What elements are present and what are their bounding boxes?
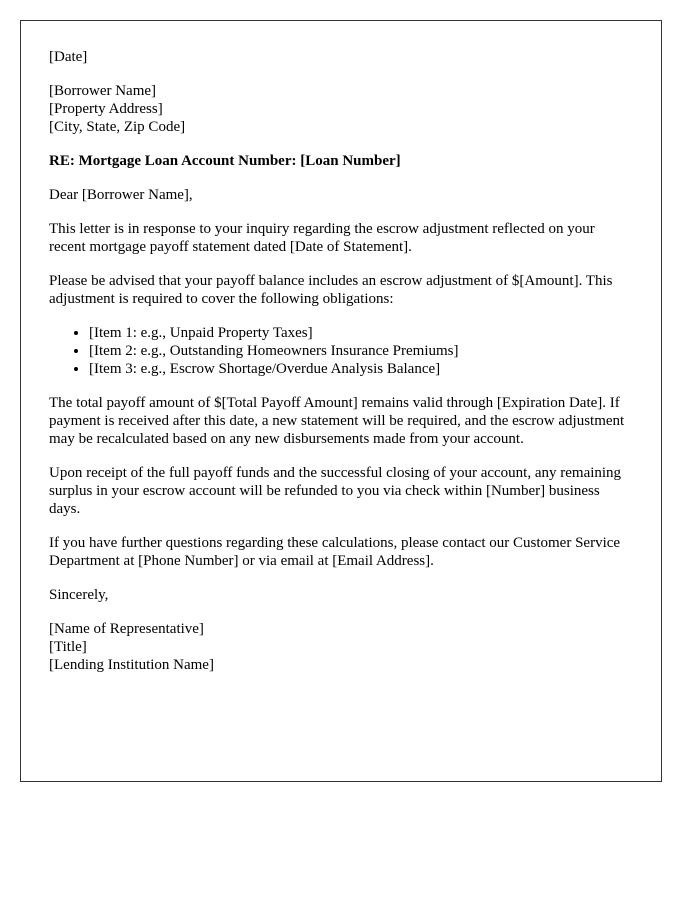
intro-paragraph: This letter is in response to your inquiry regarding the escrow adjustment reflected on your recent mortgage payoff statement dated [Date of Statement].: [49, 221, 595, 255]
recipient-city: [City, State, Zip Code]: [49, 119, 186, 135]
subject-line: RE: Mortgage Loan Account Number: [Loan Number]: [49, 153, 401, 169]
list-item: • [Item 3: e.g., Escrow Shortage/Overdue Analysis Balance]: [89, 360, 632, 378]
recipient-block: [49, 82, 632, 136]
signature-block: [49, 620, 632, 674]
salutation: Dear [Borrower Name],: [49, 187, 193, 203]
list-item: • [Item 2: e.g., Outstanding Homeowners Insurance Premiums]: [89, 342, 632, 360]
list-item: • [Item 1: e.g., Unpaid Property Taxes]: [89, 324, 632, 342]
refund-paragraph: Upon receipt of the full payoff funds and the successful closing of your account, any remaining surplus in your escrow account will be refunded to you via check within [Number] business days.: [49, 465, 622, 517]
closing: Sincerely,: [49, 587, 109, 603]
signature-title: [Title]: [49, 639, 87, 655]
signature-institution: [Lending Institution Name]: [49, 657, 214, 673]
letter: [20, 20, 662, 782]
contact-paragraph: If you have further questions regarding these calculations, please contact our Customer Service Department at [Phone Number] or via email at [Email Address].: [49, 535, 621, 569]
advised-paragraph: Please be advised that your payoff balance includes an escrow adjustment of $[Amount]. This adjustment is required to cover the following obligations:: [49, 273, 613, 307]
signature-name: [Name of Representative]: [49, 621, 204, 637]
recipient-name: [Borrower Name]: [49, 83, 157, 99]
validity-paragraph: The total payoff amount of $[Total Payoff Amount] remains valid through [Expiration Date]. If payment is received after this date, a new statement will be required, and the escrow adjustment may be recalculated based on any new disbursements made from your account.: [49, 395, 625, 447]
recipient-address: [Property Address]: [49, 101, 163, 117]
letter-date: [Date]: [49, 49, 88, 65]
obligations-list: [49, 324, 632, 378]
